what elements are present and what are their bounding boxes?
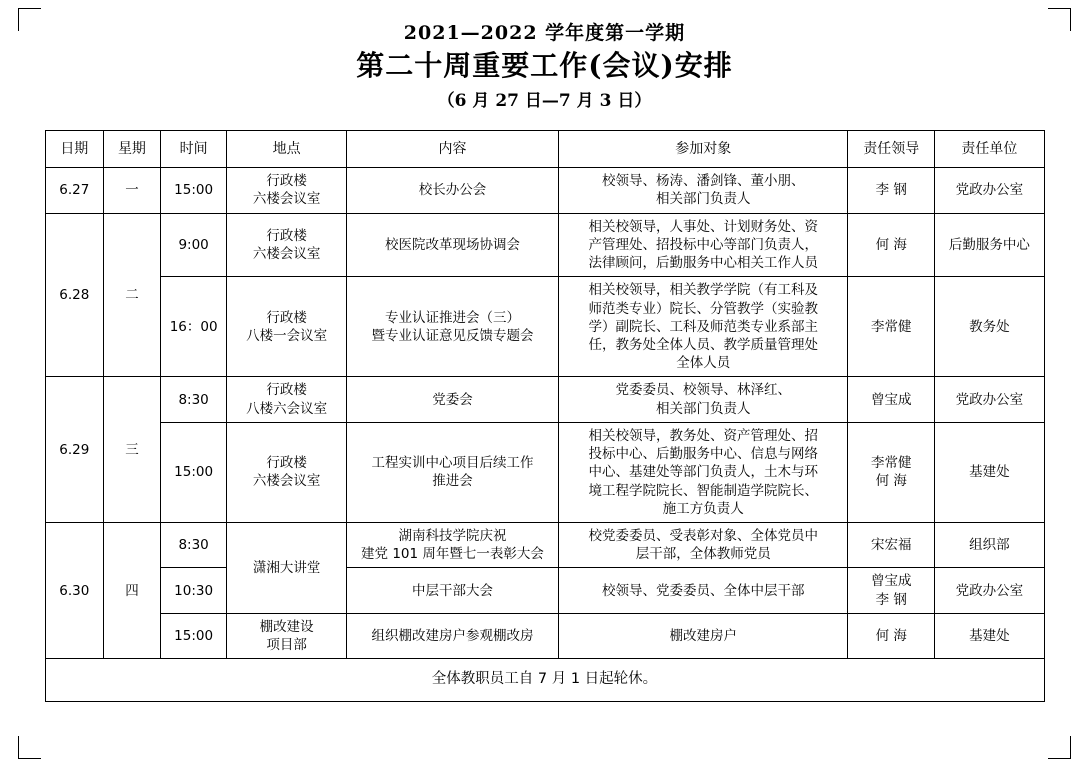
cell-content: 工程实训中心项目后续工作 推进会 [346,422,558,522]
cell-date: 6.27 [45,168,104,213]
cell-place: 行政楼 八楼一会议室 [227,277,346,377]
crop-mark-bottom-left [18,736,41,759]
cell-content: 党委会 [346,377,558,422]
crop-mark-top-right [1048,8,1071,31]
cell-unit: 党政办公室 [935,168,1044,213]
table-row [45,168,1044,213]
table-header-row [45,131,1044,168]
cell-leader: 李常健 何 海 [848,422,935,522]
cell-participants: 相关校领导，教务处、资产管理处、招 投标中心、后勤服务中心、信息与网络 中心、基建处等部门负责人，土木与环 境工程学院院长、智能制造学院院长、 施工方负责人 [559,422,848,522]
cell-content: 校长办公会 [346,168,558,213]
cell-content: 中层干部大会 [346,568,558,613]
cell-unit: 基建处 [935,422,1044,522]
column-header-weekday: 星期 [104,131,161,168]
cell-leader: 李常健 [848,277,935,377]
cell-place: 行政楼 八楼六会议室 [227,377,346,422]
cell-place: 行政楼 六楼会议室 [227,422,346,522]
cell-weekday: 二 [104,213,161,377]
cell-time: 15:00 [160,422,227,522]
table-row [45,613,1044,658]
cell-weekday: 三 [104,377,161,523]
column-header-unit: 责任单位 [935,131,1044,168]
table-row [45,568,1044,613]
cell-content: 湖南科技学院庆祝 建党 101 周年暨七一表彰大会 [346,522,558,567]
document-header [0,0,1089,112]
cell-participants: 党委委员、校领导、林泽红、 相关部门负责人 [559,377,848,422]
cell-unit: 教务处 [935,277,1044,377]
academic-term-subtitle: 2021—2022 学年度第一学期 [403,22,686,44]
cell-participants: 相关校领导，人事处、计划财务处、资 产管理处、招投标中心等部门负责人， 法律顾问，后勤服务中心相关工作人员 [559,213,848,277]
cell-leader: 曾宝成 李 钢 [848,568,935,613]
cell-participants: 校领导、党委委员、全体中层干部 [559,568,848,613]
cell-content: 专业认证推进会（三） 暨专业认证意见反馈专题会 [346,277,558,377]
cell-participants: 校领导、杨涛、潘剑锋、董小朋、 相关部门负责人 [559,168,848,213]
table-row [45,277,1044,377]
cell-place: 棚改建设 项目部 [227,613,346,658]
cell-content: 校医院改革现场协调会 [346,213,558,277]
table-row [45,522,1044,567]
crop-mark-bottom-right [1048,736,1071,759]
cell-participants: 棚改建房户 [559,613,848,658]
cell-time: 15:00 [160,168,227,213]
cell-date: 6.30 [45,522,104,658]
column-header-content: 内容 [346,131,558,168]
cell-time: 10:30 [160,568,227,613]
cell-place: 潇湘大讲堂 [227,522,346,613]
column-header-time: 时间 [160,131,227,168]
table-footer-row [45,659,1044,702]
column-header-leader: 责任领导 [848,131,935,168]
cell-time: 15:00 [160,613,227,658]
cell-leader: 何 海 [848,213,935,277]
cell-weekday: 四 [104,522,161,658]
table-row [45,213,1044,277]
cell-time: 16：00 [160,277,227,377]
date-range-subtitle: （6 月 27 日—7 月 3 日） [437,91,652,112]
cell-unit: 党政办公室 [935,377,1044,422]
cell-place: 行政楼 六楼会议室 [227,168,346,213]
schedule-table [45,130,1045,702]
cell-weekday: 一 [104,168,161,213]
cell-date: 6.29 [45,377,104,523]
cell-leader: 李 钢 [848,168,935,213]
column-header-date: 日期 [45,131,104,168]
footer-note: 全体教职员工自 7 月 1 日起轮休。 [45,659,1044,702]
cell-participants: 校党委委员、受表彰对象、全体党员中 层干部，全体教师党员 [559,522,848,567]
cell-content: 组织棚改建房户参观棚改房 [346,613,558,658]
cell-date: 6.28 [45,213,104,377]
cell-time: 8:30 [160,377,227,422]
table-row [45,377,1044,422]
column-header-place: 地点 [227,131,346,168]
crop-mark-top-left [18,8,41,31]
cell-leader: 何 海 [848,613,935,658]
cell-place: 行政楼 六楼会议室 [227,213,346,277]
cell-time: 8:30 [160,522,227,567]
cell-leader: 曾宝成 [848,377,935,422]
page-title: 第二十周重要工作(会议)安排 [356,48,733,82]
cell-unit: 党政办公室 [935,568,1044,613]
cell-unit: 后勤服务中心 [935,213,1044,277]
cell-unit: 组织部 [935,522,1044,567]
cell-unit: 基建处 [935,613,1044,658]
cell-participants: 相关校领导，相关教学学院（有工科及 师范类专业）院长、分管教学（实验教 学）副院长、工科及师范类专业系部主 任，教务处全体人员、教学质量管理处 全体人员 [559,277,848,377]
column-header-participants: 参加对象 [559,131,848,168]
cell-leader: 宋宏福 [848,522,935,567]
table-row [45,422,1044,522]
cell-time: 9:00 [160,213,227,277]
